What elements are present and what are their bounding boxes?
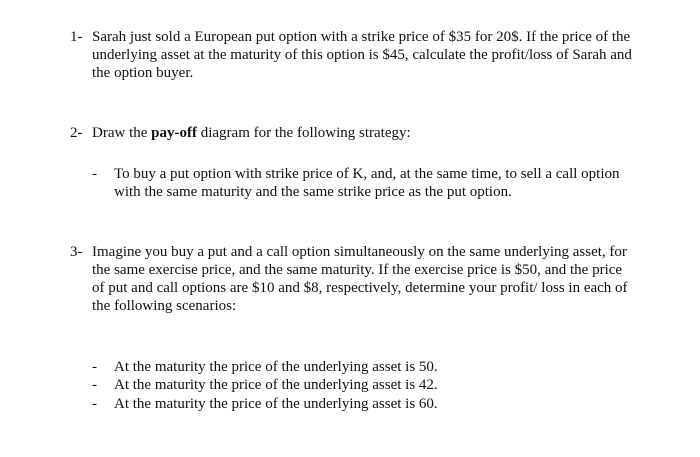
text-after-bold: diagram for the following strategy:	[196, 125, 411, 141]
bullet-dash: -	[92, 166, 97, 182]
bold-term: pay-off	[151, 125, 197, 141]
question-text	[92, 28, 670, 82]
text-line: To buy a put option with strike price of K, and, at the same time, to sell a call option	[114, 166, 620, 182]
bullet-text	[114, 165, 674, 201]
text-line: the option buyer.	[92, 65, 194, 81]
text-line: the same exercise price, and the same maturity. If the exercise price is $50, and the price	[92, 262, 623, 278]
bullet-text: At the maturity the price of the underlying asset is 50.	[114, 359, 438, 375]
bullet-dash: -	[92, 377, 97, 393]
bullet-dash: -	[92, 359, 97, 375]
bullet-text: At the maturity the price of the underlying asset is 60.	[114, 396, 438, 412]
text-line	[92, 124, 670, 142]
bullet-text: At the maturity the price of the underlying asset is 42.	[114, 377, 438, 393]
text-before-bold: Draw the	[92, 125, 152, 141]
question-number: 3-	[70, 244, 83, 260]
text-line: the following scenarios:	[92, 298, 237, 314]
text-line: of put and call options are $10 and $8, respectively, determine your profit/ loss in each of	[92, 280, 628, 296]
question-number: 2-	[70, 125, 83, 141]
question-text	[92, 124, 670, 142]
text-line: underlying asset at the maturity of this option is $45, calculate the profit/loss of Sarah and	[92, 47, 632, 63]
text-line: with the same maturity and the same strike price as the put option.	[114, 184, 512, 200]
text-line: Imagine you buy a put and a call option simultaneously on the same underlying asset, for	[92, 244, 627, 260]
text-line: Sarah just sold a European put option with a strike price of $35 for 20$. If the price of the	[92, 29, 631, 45]
bullet-dash: -	[92, 396, 97, 412]
question-text	[92, 243, 670, 315]
question-number: 1-	[70, 29, 83, 45]
